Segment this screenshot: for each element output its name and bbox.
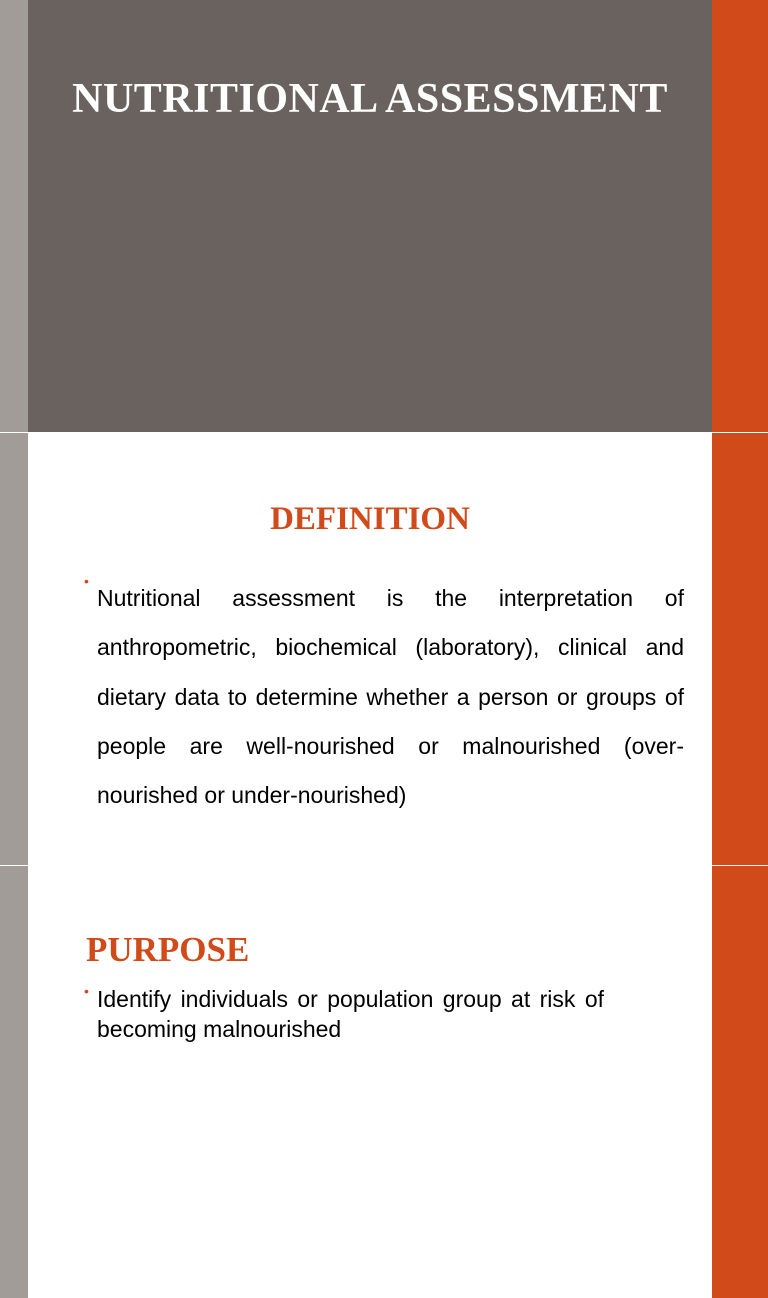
slide-title-text: NUTRITIONAL ASSESSMENT: [72, 76, 668, 122]
bullet-icon: •: [84, 983, 89, 999]
slide-heading: DEFINITION: [270, 501, 470, 537]
title-panel: [28, 0, 712, 432]
slide-heading: PURPOSE: [86, 930, 250, 969]
bullet-text: Nutritional assessment is the interpretation of anthropometric, biochemical (laboratory), clinical and dietary data to determine whether a person or groups of people are well-nourished or malnourished (over-nourished or under-nourished): [97, 585, 684, 809]
slide-accent-bar: [712, 0, 768, 432]
bullet-text: Identify individuals or population group at risk of becoming malnourished: [97, 986, 604, 1042]
slide-purpose: [0, 866, 768, 1298]
slide-left-bar: [0, 433, 28, 865]
bullet-item: [84, 574, 684, 820]
slide-title: [0, 0, 768, 432]
slide-definition: [0, 433, 768, 865]
slide-left-bar: [0, 866, 28, 1298]
slide-left-bar: [0, 0, 28, 432]
slide-accent-bar: [712, 433, 768, 865]
bullet-icon: •: [84, 573, 89, 589]
slide-accent-bar: [712, 866, 768, 1298]
bullet-item: [84, 984, 604, 1044]
